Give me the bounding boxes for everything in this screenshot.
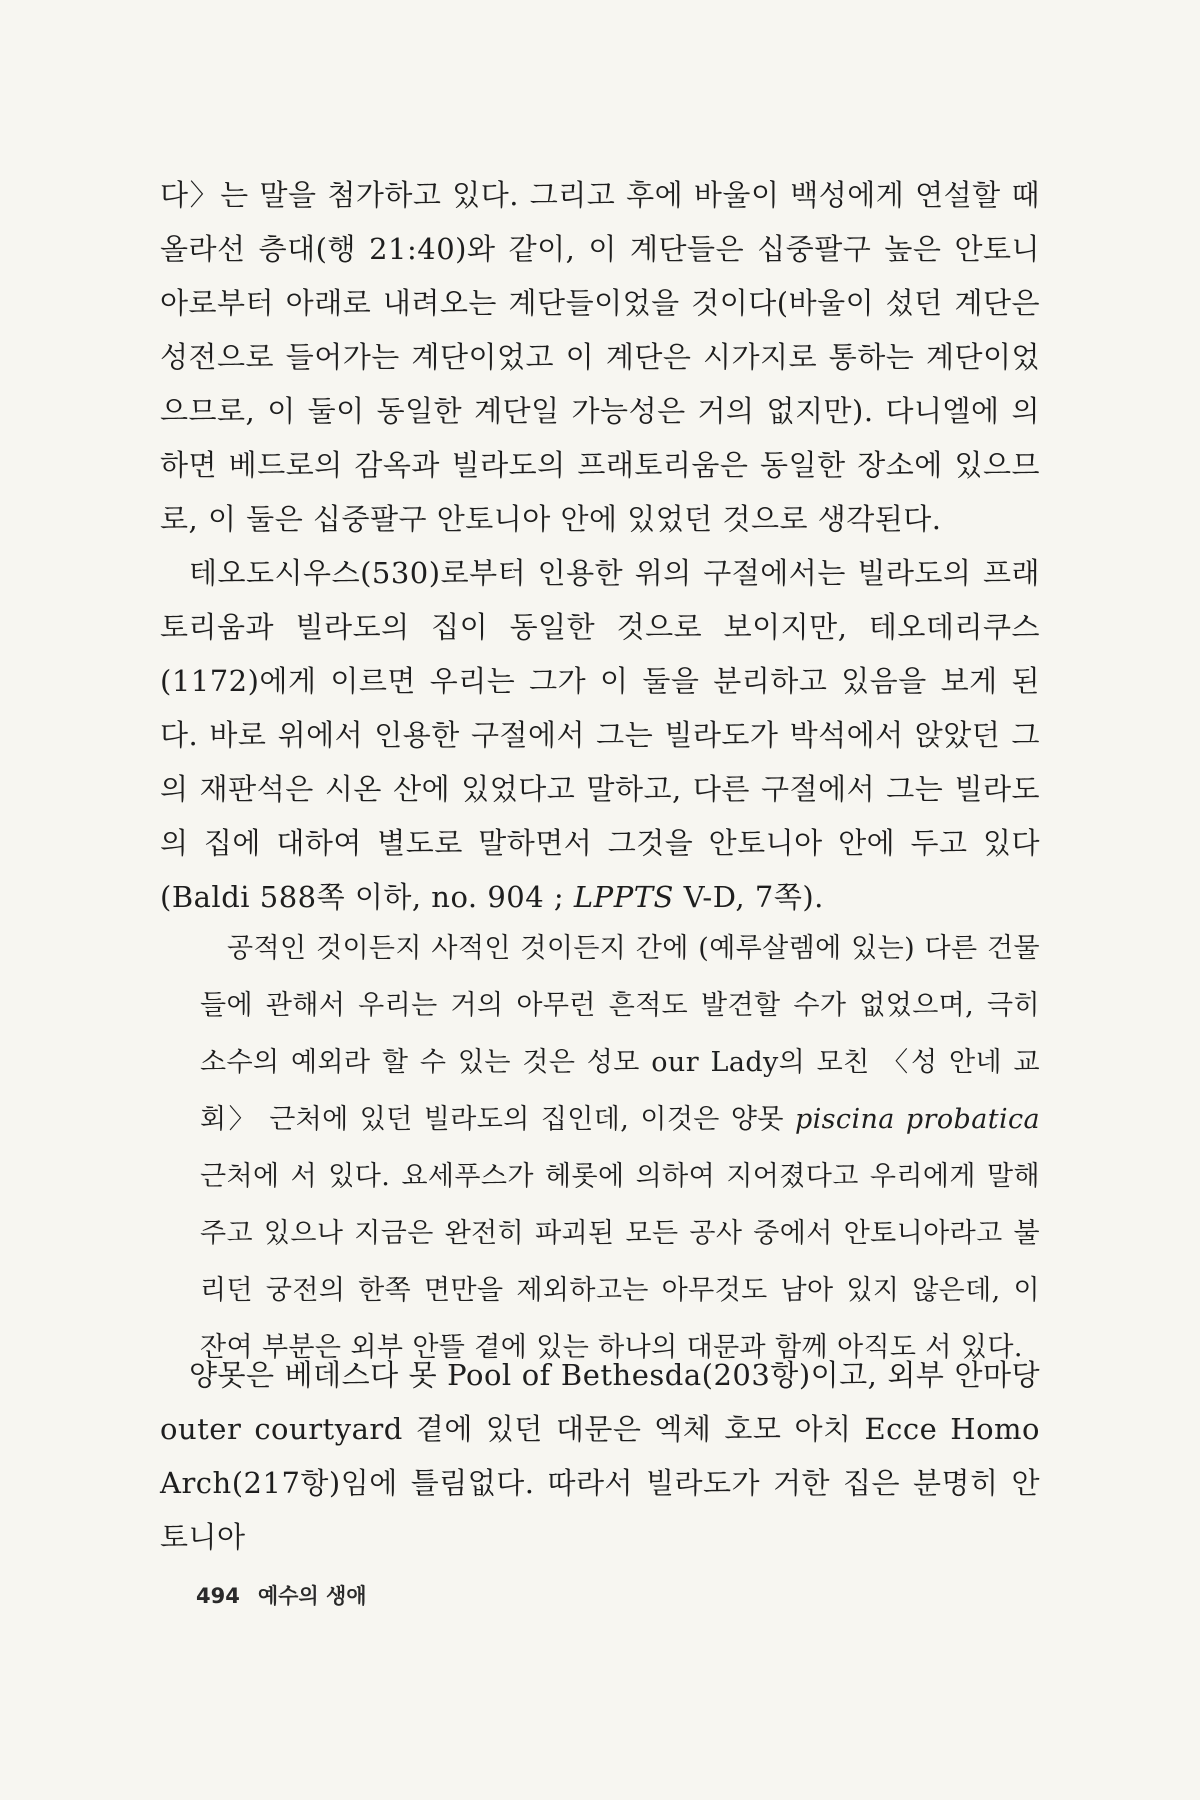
conclusion-text [160, 1348, 1040, 1564]
paragraph-1 [160, 168, 1040, 546]
block-quote [200, 920, 1040, 1376]
quote-italic: piscina probatica [794, 1104, 1040, 1135]
paragraph-2-text: 테오도시우스(530)로부터 인용한 위의 구절에서는 빌라도의 프래토리움과 빌라도의 집이 동일한 것으로 보이지만, 테오데리쿠스(1172)에게 이르면 우리는 그가 이 둘을 분리하고 있음을 보게 된다. 바로 위에서 인용한 구절에서 그는 빌라도가 박석에서 앉았던 그의 재판석은 시온 산에 있었다고 말하고, 다른 구절에서 그는 빌라도의 집에 대하여 별도로 말하면서 그것을 안토니아 안에 두고 있다 (Baldi 588쪽 이하, no. 904 ; [160, 556, 1040, 914]
quote-paragraph [200, 920, 1040, 1376]
main-text [160, 168, 1040, 924]
paragraph-2 [160, 546, 1040, 924]
quote-text-2: 근처에 서 있다. 요세푸스가 헤롯에 의하여 지어졌다고 우리에게 말해 주고 있으나 지금은 완전히 파괴된 모든 공사 중에서 안토니아라고 불리던 궁전의 한쪽 면만을 제외하고는 아무것도 남아 있지 않은데, 이 잔여 부분은 외부 안뜰 곁에 있는 하나의 대문과 함께 아직도 서 있다. [200, 1161, 1040, 1363]
conclusion-paragraph: 양못은 베데스다 못 Pool of Bethesda(203항)이고, 외부 안마당 outer courtyard 곁에 있던 대문은 엑체 호모 아치 Ecce Homo Arch(217항)임에 틀림없다. 따라서 빌라도가 거한 집은 분명히 안토니아 [160, 1358, 1040, 1554]
lppts-italic: LPPTS [573, 880, 674, 914]
page-footer [196, 1580, 367, 1610]
paragraph-2-end: V-D, 7쪽). [673, 880, 824, 914]
page-number: 494 [196, 1584, 240, 1608]
book-title: 예수의 생애 [257, 1584, 367, 1608]
quote-text-1: 공적인 것이든지 사적인 것이든지 간에 (예루살렘에 있는) 다른 건물들에 관해서 우리는 거의 아무런 흔적도 발견할 수가 없었으며, 극히 소수의 예외라 할 수 있는 것은 성모 our Lady의 모친 〈성 안네 교회〉 근처에 있던 빌라도의 집인데, 이것은 양못 [200, 933, 1040, 1135]
paragraph-1-text: 다〉는 말을 첨가하고 있다. 그리고 후에 바울이 백성에게 연설할 때 올라선 층대(행 21:40)와 같이, 이 계단들은 십중팔구 높은 안토니아로부터 아래로 내려오는 계단들이었을 것이다(바울이 섰던 계단은 성전으로 들어가는 계단이었고 이 계단은 시가지로 통하는 계단이었으므로, 이 둘이 동일한 계단일 가능성은 거의 없지만). 다니엘에 의하면 베드로의 감옥과 빌라도의 프래토리움은 동일한 장소에 있으므로, 이 둘은 십중팔구 안토니아 안에 있었던 것으로 생각된다. [160, 178, 1040, 536]
